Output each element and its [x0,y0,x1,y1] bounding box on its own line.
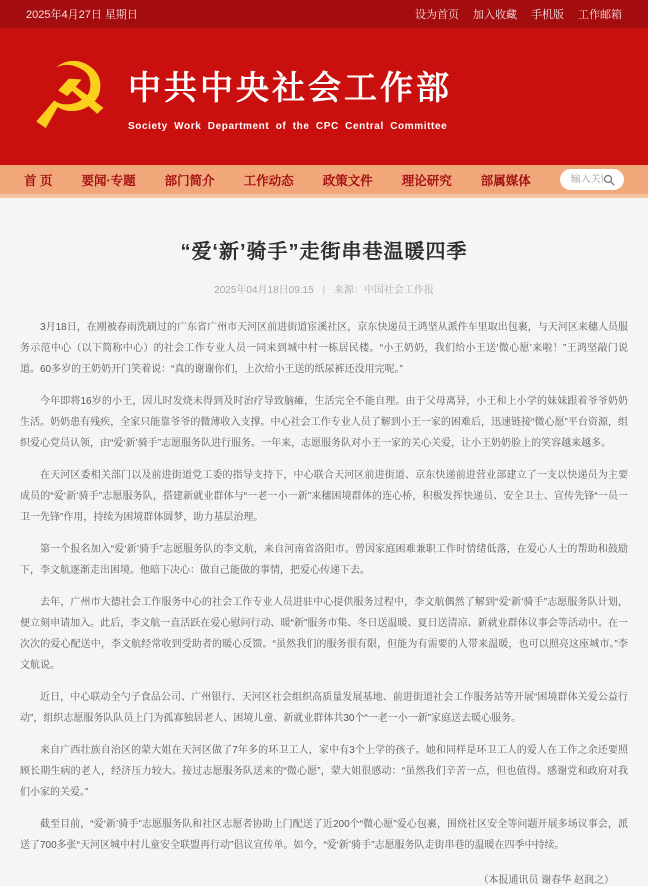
current-date: 2025年4月27日 星期日 [26,9,138,21]
article-meta [20,281,628,296]
article-title: “爱‘新’骑手”走街串巷温暖四季 [180,241,468,263]
nav-item-news-topics[interactable]: 要闻·专题 [81,173,136,188]
nav-item-home[interactable]: 首 页 [24,173,53,188]
article-publish-datetime: 2025年04月18日09:15 [214,285,314,296]
masthead-titles [128,62,452,132]
main-nav [0,165,648,198]
meta-separator: | [322,285,326,296]
add-favorite-link[interactable]: 加入收藏 [473,9,517,21]
article-paragraph: 截至目前，“爱‘新’骑手”志愿服务队和社区志愿者协助上门配送了近200个“微心愿”爱心包裹，围绕社区安全等问题开展多场议事会，派送了700多张“天河区城中村儿童安全联盟再行动”倡议宣传单。如今，“爱‘新’骑手”志愿服务队走街串巷的温暖在四季中持续。 [20,819,628,851]
article-paragraph: 今年即将16岁的小王，因儿时发烧未得到及时治疗导致脑瘫，生活完全不能自理。由于父母离异，小王和上小学的妹妹跟着爷爷奶奶生活。奶奶患有残疾，全家只能靠爷爷的微薄收入支撑。中心社会工作专业人员了解到小王一家的困难后，迅速链接“微心愿”平台资源，组织爱心党员认领，由“爱‘新’骑手”志愿服务队进行服务。一年来，志愿服务队对小王一家的关心关爱，让小王奶奶脸上的笑容越来越多。 [20,396,628,449]
masthead [0,28,648,165]
nav-item-policy-documents[interactable]: 政策文件 [322,173,373,188]
work-mailbox-link[interactable]: 工作邮箱 [578,9,622,21]
set-homepage-link[interactable]: 设为首页 [415,9,459,21]
search-box[interactable] [560,169,624,190]
site-subtitle-english: Society Work Department of the CPC Central Committee [128,120,448,132]
article-paragraph: 近日，中心联动全勺子食品公司、广州银行、天河区社会组织高质量发展基地、前进街道社会工作服务站等开展“困境群体关爱公益行动”，组织志愿服务队队员上门为孤寡独居老人、困境儿童、新就业群体共30个“一老一小一新”家庭送去暖心服务。 [20,692,628,724]
nav-item-theory-research[interactable]: 理论研究 [401,173,452,188]
article-paragraph: 来自广西壮族自治区的蒙大姐在天河区做了7年多的环卫工人，家中有3个上学的孩子。她和同样是环卫工人的爱人在工作之余还要照顾长期生病的老人，经济压力较大。接过志愿服务队送来的“微心愿”，蒙大姐很感动：“虽然我们辛苦一点，但也值得。感谢党和政府对我们小家的关爱。” [20,745,628,798]
nav-item-affiliated-media[interactable]: 部属媒体 [480,173,531,188]
article-paragraph: 去年，广州市大德社会工作服务中心的社会工作专业人员进驻中心提供服务过程中，李文航偶然了解到“爱‘新’骑手”志愿服务队计划，便立刻申请加入。此后，李文航一直活跃在爱心慰问行动、暖“新”服务市集、冬日送温暖、夏日送清凉、新就业群体议事会等活动中。在一次次的爱心配送中，李文航经常收到受助者的暖心反馈。“虽然我们的服务很有限，但能为有需要的人带来温暖，也可以照亮这座城市。”李文航说。 [20,597,628,671]
article-page [0,198,648,886]
nav-item-department-intro[interactable]: 部门简介 [164,173,215,188]
nav-item-work-updates[interactable]: 工作动态 [243,173,294,188]
hammer-sickle-emblem-icon: ☭ [28,42,112,150]
article-source: 来源：中国社会工作报 [333,285,434,296]
mobile-version-link[interactable]: 手机版 [531,9,564,21]
article-byline: （本报通讯员 谢春华 赵润之） [478,875,614,886]
article-paragraph: 第一个报名加入“爱‘新’骑手”志愿服务队的李文航，来自河南省洛阳市。曾因家庭困难兼职工作时情绪低落，在爱心人士的帮助和鼓励下，李文航逐渐走出困境。他暗下决心：做自己能做的事情，把爱心传递下去。 [20,544,628,576]
search-icon[interactable] [603,174,615,186]
article-body [20,317,628,856]
article-paragraph: 在天河区委相关部门以及前进街道党工委的指导支持下，中心联合天河区前进街道、京东快递前进营业部建立了一支以快递员为主要成员的“爱‘新’骑手”志愿服务队，搭建新就业群体与“一老一小一新”来穗困境群体的连心桥，积极发挥快递员、安全卫士、宣传先锋“一员一卫一先锋”作用，持续为困境群体圆梦，助力基层治理。 [20,470,628,523]
topbar [0,0,648,28]
article-paragraph: 3月18日，在刚被春雨洗刷过的广东省广州市天河区前进街道宦溪社区，京东快递员王鸿坚从派件车里取出包裹，与天河区来穗人员服务示范中心（以下简称中心）的社会工作专业人员一同来到城中村一栋居民楼。“小王奶奶，我们给小王送‘微心愿’来啦！”王鸿坚敲门说道。60多岁的王奶奶开门笑着说：“真的谢谢你们，上次给小王送的纸尿裤还没用完呢。” [20,322,628,375]
topbar-links [415,6,622,22]
search-input[interactable] [571,174,603,185]
site-title: 中共中央社会工作部 [128,68,452,106]
